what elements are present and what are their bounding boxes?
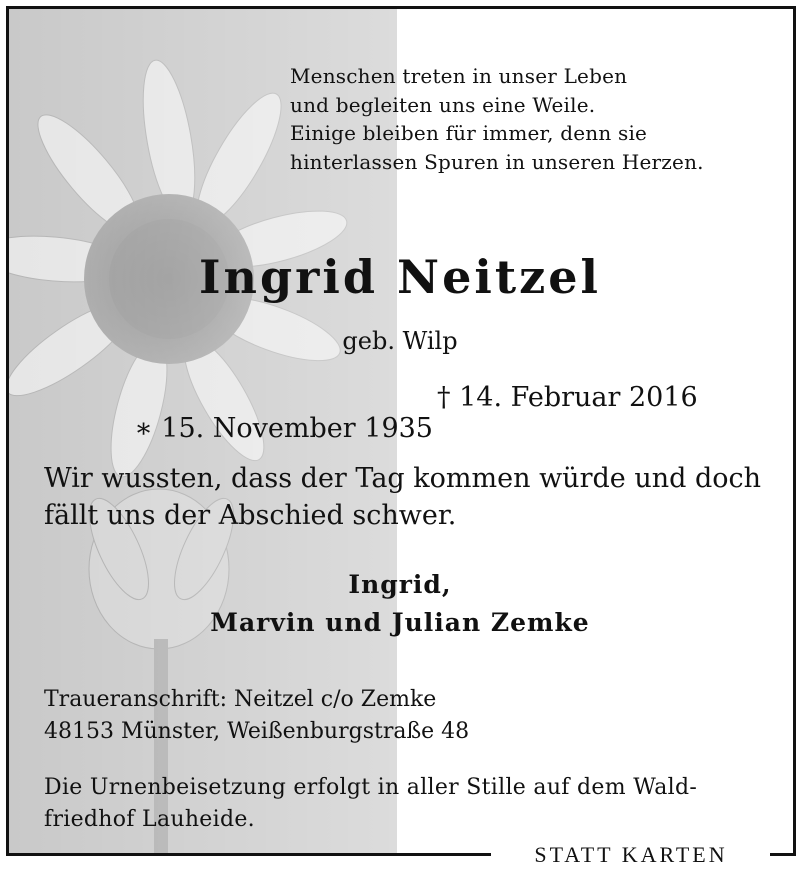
burial-notice xyxy=(44,772,697,836)
address-line-2: 48153 Münster, Weißenburgstraße 48 xyxy=(44,719,470,744)
mourning-address xyxy=(44,684,469,748)
message-line: Wir wussten, dass der Tag kommen würde und doch xyxy=(44,463,762,494)
poem-line: und begleiten uns eine Weile. xyxy=(290,92,596,117)
poem-line: Einige bleiben für immer, denn sie xyxy=(290,121,648,145)
farewell-message xyxy=(44,460,761,534)
birth-date: ∗ 15. November 1935 xyxy=(134,413,433,444)
family-line-2: Marvin und Julian Zemke xyxy=(210,608,590,637)
address-line-1: Traueranschrift: Neitzel c/o Zemke xyxy=(44,687,437,712)
family-signature xyxy=(0,566,800,642)
burial-line-2: friedhof Lauheide. xyxy=(44,807,255,832)
death-date: † 14. Februar 2016 xyxy=(437,382,698,413)
poem-line: Menschen treten in unser Leben xyxy=(290,64,628,88)
statt-karten-label: STATT KARTEN xyxy=(500,840,762,870)
family-line-1: Ingrid, xyxy=(348,570,452,599)
frame-bottom-right xyxy=(770,853,796,856)
poem-line: hinterlassen Spuren in unseren Herzen. xyxy=(290,149,704,174)
poem xyxy=(290,62,704,176)
frame-bottom-left xyxy=(6,853,491,856)
message-line: fällt uns der Abschied schwer. xyxy=(44,500,457,531)
maiden-name: geb. Wilp xyxy=(342,327,458,355)
deceased-name: Ingrid Neitzel xyxy=(199,250,601,304)
burial-line-1: Die Urnenbeisetzung erfolgt in aller Stille auf dem Wald- xyxy=(44,775,698,800)
